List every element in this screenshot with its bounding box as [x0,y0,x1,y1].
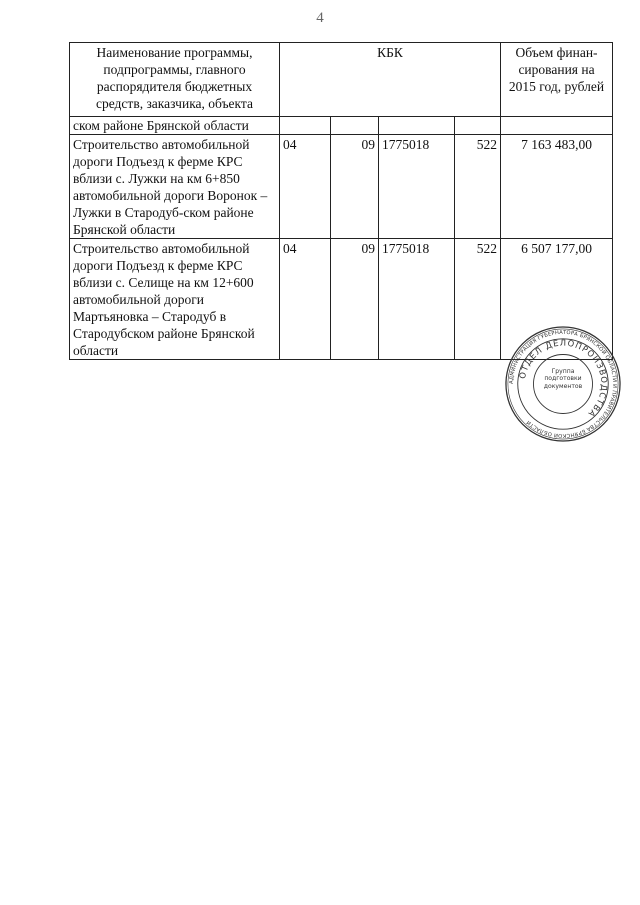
header-kbk-column: КБК [280,43,501,117]
empty-cell [455,117,501,135]
kbk-csr-cell: 1775018 [379,135,455,239]
kbk-vr-cell: 522 [455,135,501,239]
amount-cell: 7 163 483,00 [501,135,613,239]
object-name-cell: Строительство автомобильной дороги Подъезд к ферме КРС вблизи с. Селище на км 12+600 автомобильной дороги Мартьяновка – Стародуб в Стародубском районе Брянской области [70,239,280,360]
stamp-center-text: Группа подготовки документов [543,368,583,390]
object-name-cell: Строительство автомобильной дороги Подъезд к ферме КРС вблизи с. Лужки на км 6+850 автомобильной дороги Воронок – Лужки в Стародуб-ском районе Брянской области [70,135,280,239]
header-volume-column: Объем финан-сирования на 2015 год, рублей [501,43,613,117]
table-row [70,135,613,239]
page-number: 4 [316,10,324,26]
kbk-rz-cell: 04 [280,239,331,360]
stamp-inner-text: ОТДЕЛ ДЕЛОПРОИЗВОДСТВА [516,337,610,420]
amount-cell: 6 507 177,00 [501,239,613,360]
kbk-csr-cell: 1775018 [379,239,455,360]
stamp-outer-text: АДМИНИСТРАЦИЯ ГУБЕРНАТОРА БРЯНСКОЙ ОБЛАСТИ И ПРАВИТЕЛЬСТВА БРЯНСКОЙ ОБЛАСТИ [508,329,618,439]
empty-cell [379,117,455,135]
header-name-column: Наименование программы, подпрограммы, главного распорядителя бюджетных средств, заказчика, объекта [70,43,280,117]
empty-cell [280,117,331,135]
carry-over-text: ском районе Брянской области [70,117,280,135]
table-row-carry-over [70,117,613,135]
kbk-rz-cell: 04 [280,135,331,239]
kbk-vr-cell: 522 [455,239,501,360]
table-header-row [70,43,613,117]
financing-table [69,42,613,360]
office-stamp [504,325,622,443]
empty-cell [501,117,613,135]
kbk-prz-cell: 09 [331,135,379,239]
kbk-prz-cell: 09 [331,239,379,360]
empty-cell [331,117,379,135]
